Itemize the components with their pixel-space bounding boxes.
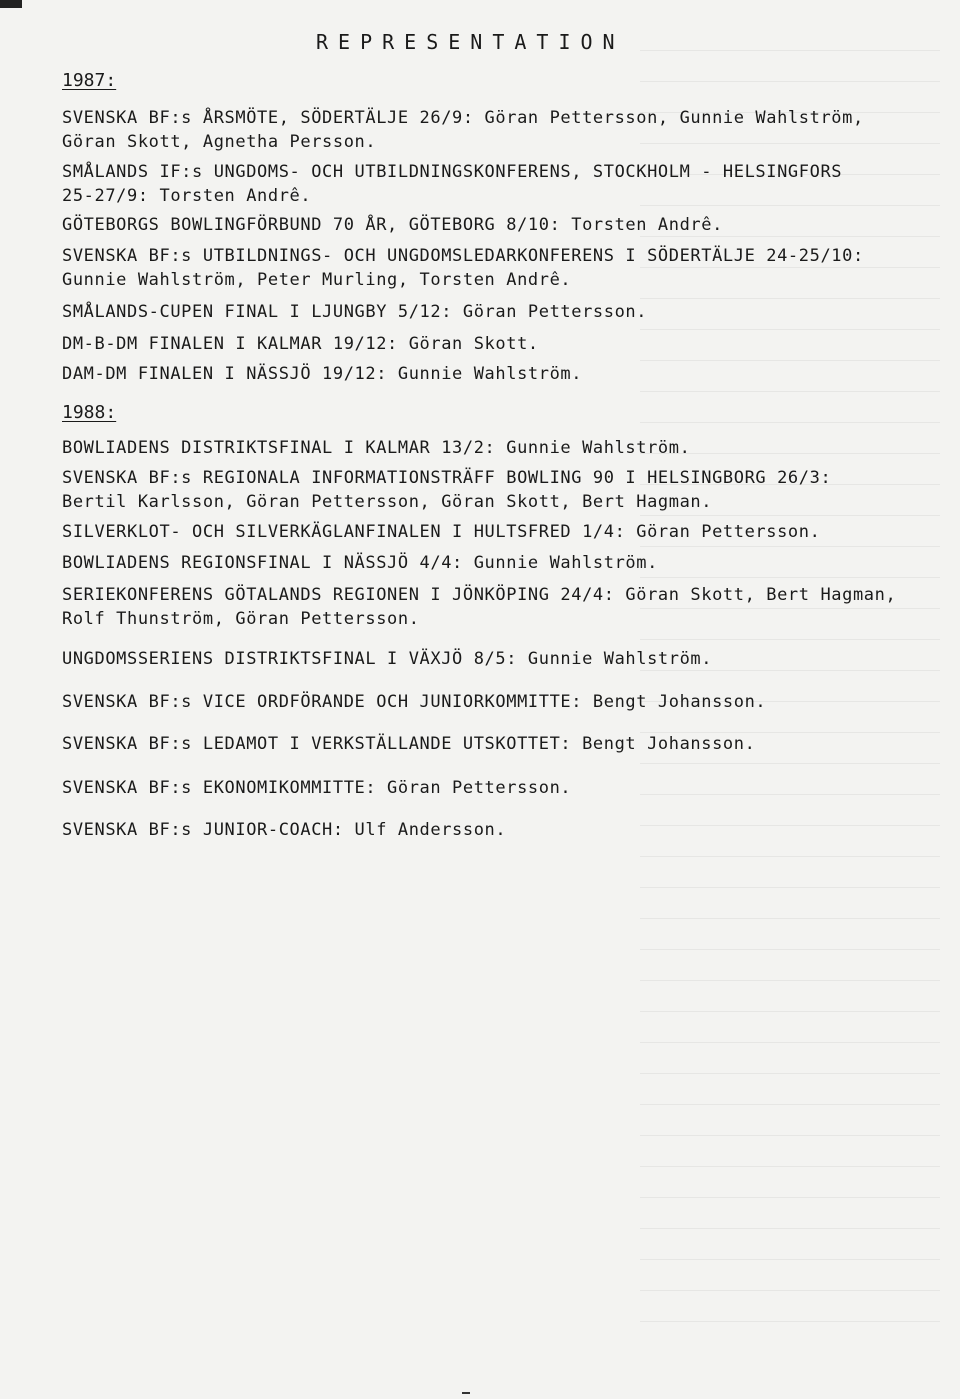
entry-line: SVENSKA BF:s JUNIOR-COACH: Ulf Andersson. [62, 820, 507, 840]
entry-line: SVENSKA BF:s REGIONALA INFORMATIONSTRÄFF BOWLING 90 I HELSINGBORG 26/3: [62, 468, 832, 488]
entry-line: DAM-DM FINALEN I NÄSSJÖ 19/12: Gunnie Wahlström. [62, 364, 583, 384]
entry-line: GÖTEBORGS BOWLINGFÖRBUND 70 ÅR, GÖTEBORG 8/10: Torsten Andrê. [62, 215, 723, 235]
entry-1987-7 [62, 362, 942, 386]
entry-1988-6 [62, 647, 942, 671]
entry-1987-4 [62, 244, 942, 292]
entry-1988-8 [62, 732, 942, 756]
entry-line: UNGDOMSSERIENS DISTRIKTSFINAL I VÄXJÖ 8/5: Gunnie Wahlström. [62, 649, 713, 669]
entry-1988-7 [62, 690, 942, 714]
entry-line: BOWLIADENS REGIONSFINAL I NÄSSJÖ 4/4: Gunnie Wahlström. [62, 553, 658, 573]
page-title: REPRESENTATION [316, 30, 625, 54]
entry-line: DM-B-DM FINALEN I KALMAR 19/12: Göran Skott. [62, 334, 539, 354]
year-heading-1988: 1988: [62, 402, 117, 423]
entry-1987-1 [62, 106, 942, 154]
entry-line: 25-27/9: Torsten Andrê. [62, 186, 312, 206]
entry-1988-4 [62, 551, 942, 575]
entry-line: SMÅLANDS-CUPEN FINAL I LJUNGBY 5/12: Göran Pettersson. [62, 302, 648, 322]
entry-line: SVENSKA BF:s ÅRSMÖTE, SÖDERTÄLJE 26/9: Göran Pettersson, Gunnie Wahlström, [62, 108, 864, 128]
entry-line: SILVERKLOT- OCH SILVERKÄGLANFINALEN I HULTSFRED 1/4: Göran Pettersson. [62, 522, 821, 542]
entry-line: SVENSKA BF:s VICE ORDFÖRANDE OCH JUNIORKOMMITTE: Bengt Johansson. [62, 692, 767, 712]
entry-1988-2 [62, 466, 942, 514]
entry-line: SMÅLANDS IF:s UNGDOMS- OCH UTBILDNINGSKONFERENS, STOCKHOLM - HELSINGFORS [62, 162, 843, 182]
entry-line: Gunnie Wahlström, Peter Murling, Torsten Andrê. [62, 270, 572, 290]
entry-1988-10 [62, 818, 942, 842]
entry-1987-5 [62, 300, 942, 324]
entry-line: Rolf Thunström, Göran Pettersson. [62, 609, 420, 629]
entry-1988-1 [62, 436, 942, 460]
entry-line: SVENSKA BF:s EKONOMIKOMMITTE: Göran Pettersson. [62, 778, 572, 798]
entry-line: SERIEKONFERENS GÖTALANDS REGIONEN I JÖNKÖPING 24/4: Göran Skott, Bert Hagman, [62, 585, 897, 605]
entry-1988-3 [62, 520, 942, 544]
scan-corner-mark [0, 0, 22, 8]
entry-1987-3 [62, 213, 942, 237]
entry-1987-6 [62, 332, 942, 356]
page-mark [462, 1392, 470, 1394]
entry-line: Göran Skott, Agnetha Persson. [62, 132, 377, 152]
entry-line: SVENSKA BF:s UTBILDNINGS- OCH UNGDOMSLEDARKONFERENS I SÖDERTÄLJE 24-25/10: [62, 246, 864, 266]
entry-line: Bertil Karlsson, Göran Pettersson, Göran Skott, Bert Hagman. [62, 492, 713, 512]
entry-line: BOWLIADENS DISTRIKTSFINAL I KALMAR 13/2: Gunnie Wahlström. [62, 438, 691, 458]
entry-1987-2 [62, 160, 942, 208]
year-heading-1987: 1987: [62, 70, 117, 91]
entry-line: SVENSKA BF:s LEDAMOT I VERKSTÄLLANDE UTSKOTTET: Bengt Johansson. [62, 734, 756, 754]
entry-1988-9 [62, 776, 942, 800]
entry-1988-5 [62, 583, 942, 631]
